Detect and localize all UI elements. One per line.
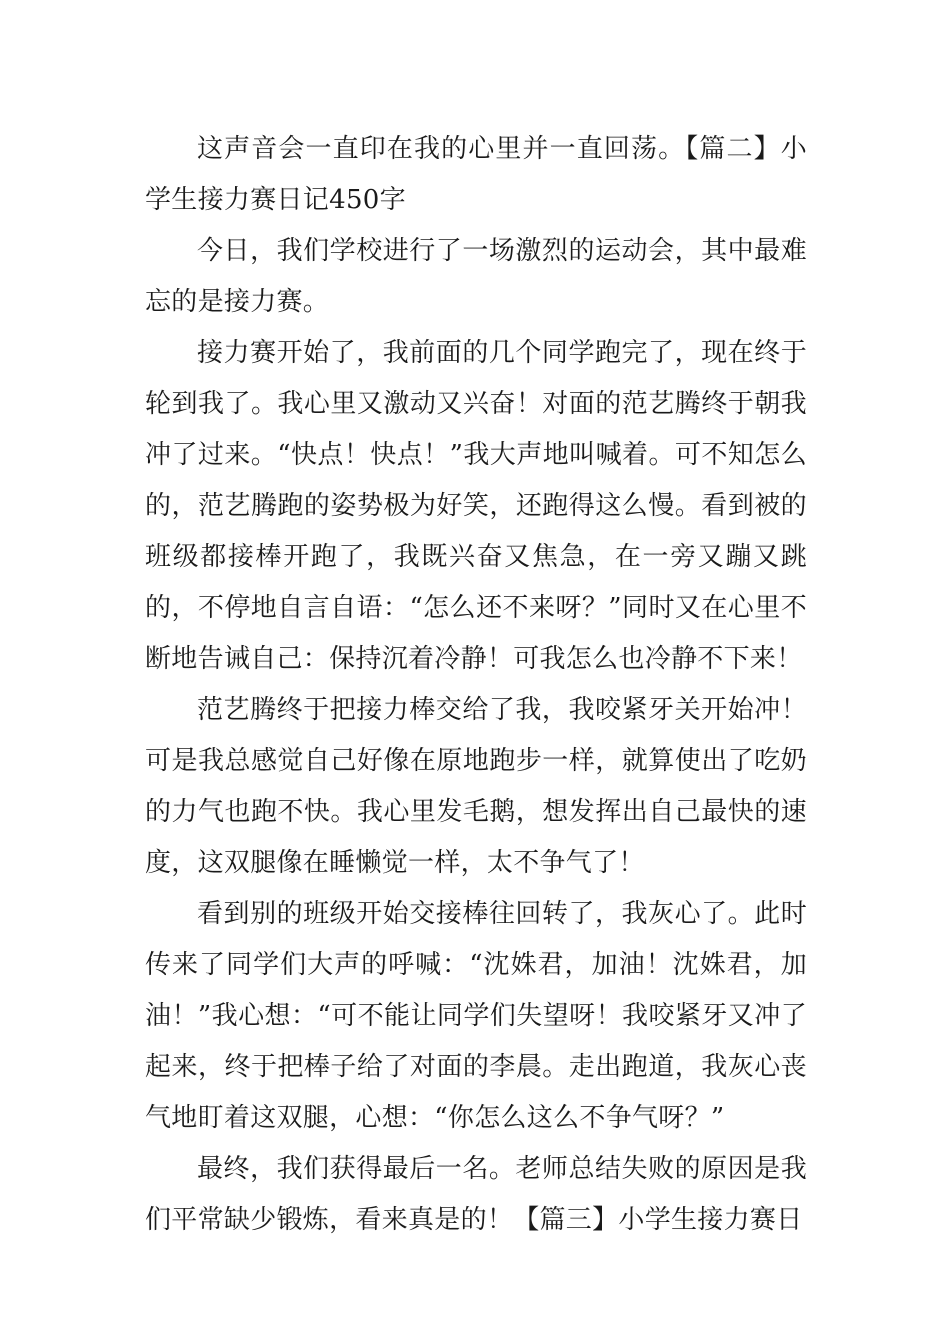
paragraph-5: 看到别的班级开始交接棒往回转了，我灰心了。此时传来了同学们大声的呼喊：“沈姝君，加油！沈姝君，加油！”我心想：“可不能让同学们失望呀！我咬紧牙又冲了起来，终于把棒子给了对面的李晨。走出跑道，我灰心丧气地盯着这双腿，心想：“你怎么这么不争气呀？” — [145, 899, 807, 1133]
paragraph-6: 最终，我们获得最后一名。老师总结失败的原因是我们平常缺少锻炼，看来真是的！【篇三】小学生接力赛日 — [145, 1154, 807, 1235]
paragraph-4: 范艺腾终于把接力棒交给了我，我咬紧牙关开始冲！可是我总感觉自己好像在原地跑步一样，就算使出了吃奶的力气也跑不快。我心里发毛鹅，想发挥出自己最快的速度，这双腿像在睡懒觉一样，太不争气了！ — [145, 695, 807, 878]
document-body — [145, 124, 807, 1246]
paragraph-1: 这声音会一直印在我的心里并一直回荡。【篇二】小学生接力赛日记450字 — [145, 134, 807, 215]
paragraph-3: 接力赛开始了，我前面的几个同学跑完了，现在终于轮到我了。我心里又激动又兴奋！对面的范艺腾终于朝我冲了过来。“快点！快点！”我大声地叫喊着。可不知怎么的，范艺腾跑的姿势极为好笑，还跑得这么慢。看到被的班级都接棒开跑了，我既兴奋又焦急，在一旁又蹦又跳的，不停地自言自语：“怎么还不来呀？”同时又在心里不断地告诫自己：保持沉着冷静！可我怎么也冷静不下来！ — [145, 338, 807, 674]
paragraph-2: 今日，我们学校进行了一场激烈的运动会，其中最难忘的是接力赛。 — [145, 236, 807, 317]
